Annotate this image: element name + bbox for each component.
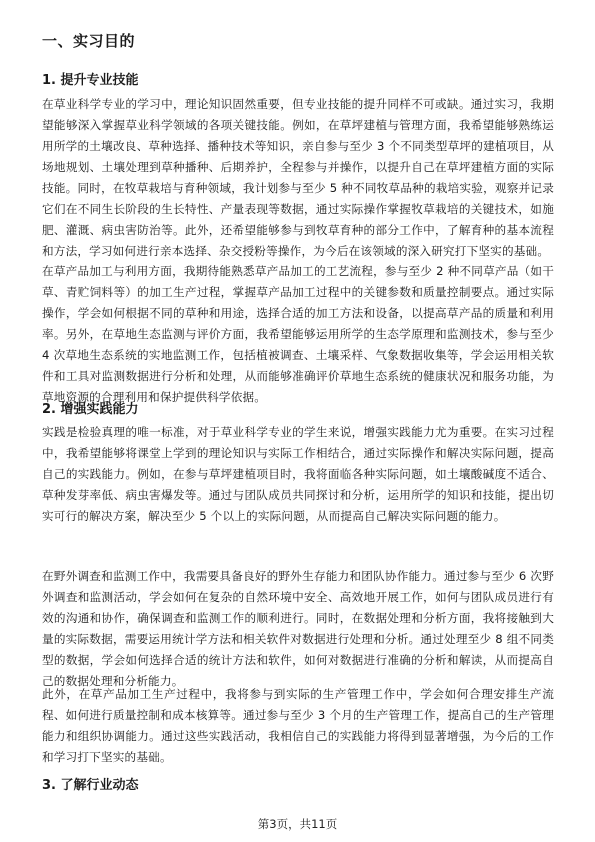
section-title: 一、实习目的 [42,32,136,50]
paragraph-text: 在草产品加工与利用方面，我期待能熟悉草产品加工的工艺流程，参与至少 2 种不同草产品（如干草、青贮饲料等）的加工生产过程，掌握草产品加工过程中的关键参数和质量控制要点。通过实际操作，学会如何根据不同的草种和用途，选择合适的加工方法和设备，以提高草产品的质量和利用率。另外，在草地生态监测与评价方面，我希望能够运用所学的生态学原理和监测技术，参与至少 4 次草地生态系统的实地监测工作，包括植被调查、土壤采样、气象数据收集等，学会运用相关软件和工具对监测数据进行分析和处理，从而能够准确评价草地生态系统的健康状况和服务功能，为草地资源的合理利用和保护提供科学依据。 [42,264,554,404]
subsection-heading-2: 2. 增强实践能力 [42,402,139,417]
paragraph-text: 实践是检验真理的唯一标准，对于草业科学专业的学生来说，增强实践能力尤为重要。在实习过程中，我希望能够将课堂上学到的理论知识与实际工作相结合，通过实际操作和解决实际问题，提高自己的实践能力。例如，在参与草坪建植项目时，我将面临各种实际问题，如土壤酸碱度不适合、草种发芽率低、病虫害爆发等。通过与团队成员共同探讨和分析，运用所学的知识和技能，提出切实可行的解决方案，解决至少 5 个以上的实际问题，从而提高自己解决实际问题的能力。 [42,425,554,523]
paragraph-1-1 [42,94,554,262]
paragraph-text: 此外，在草产品加工生产过程中，我将参与到实际的生产管理工作中，学会如何合理安排生产流程、如何进行质量控制和成本核算等。通过参与至少 3 个月的生产管理工作，提高自己的生产管理能力和组织协调能力。通过这些实践活动，我相信自己的实践能力将得到显著增强，为今后的工作和学习打下坚实的基础。 [42,687,554,764]
subsection-heading-3: 3. 了解行业动态 [42,778,139,793]
paragraph-1-2 [42,261,554,408]
paragraph-text: 在野外调查和监测工作中，我需要具备良好的野外生存能力和团队协作能力。通过参与至少 6 次野外调查和监测活动，学会如何在复杂的自然环境中安全、高效地开展工作，如何与团队成员进行有效的沟通和协作，确保调查和监测工作的顺利进行。同时，在数据处理和分析方面，我将接触到大量的实际数据，需要运用统计学方法和相关软件对数据进行处理和分析。通过处理至少 8 组不同类型的数据，学会如何选择合适的统计方法和软件，如何对数据进行准确的分析和解读，从而提高自己的数据处理和分析能力。 [42,569,554,688]
paragraph-2-3 [42,684,554,768]
paragraph-2-2 [42,566,554,692]
page-number: 第3页，共11页 [257,817,338,831]
paragraph-2-1 [42,422,554,527]
paragraph-text: 在草业科学专业的学习中，理论知识固然重要，但专业技能的提升同样不可或缺。通过实习，我期望能够深入掌握草业科学领域的各项关键技能。例如，在草坪建植与管理方面，我希望能够熟练运用所学的土壤改良、草种选择、播种技术等知识，亲自参与至少 3 个不同类型草坪的建植项目，从场地规划、土壤处理到草种播种、后期养护，全程参与并操作，以提升自己在草坪建植方面的实际技能。同时，在牧草栽培与育种领域，我计划参与至少 5 种不同牧草品种的栽培实验，观察并记录它们在不同生长阶段的生长特性、产量表现等数据，通过实际操作掌握牧草栽培的关键技术，如施肥、灌溉、病虫害防治等。此外，还希望能够参与到牧草育种的部分工作中，了解育种的基本流程和方法，学习如何进行亲本选择、杂交授粉等操作，为今后在该领域的深入研究打下坚实的基础。 [42,97,554,258]
subsection-heading-1: 1. 提升专业技能 [42,73,139,88]
